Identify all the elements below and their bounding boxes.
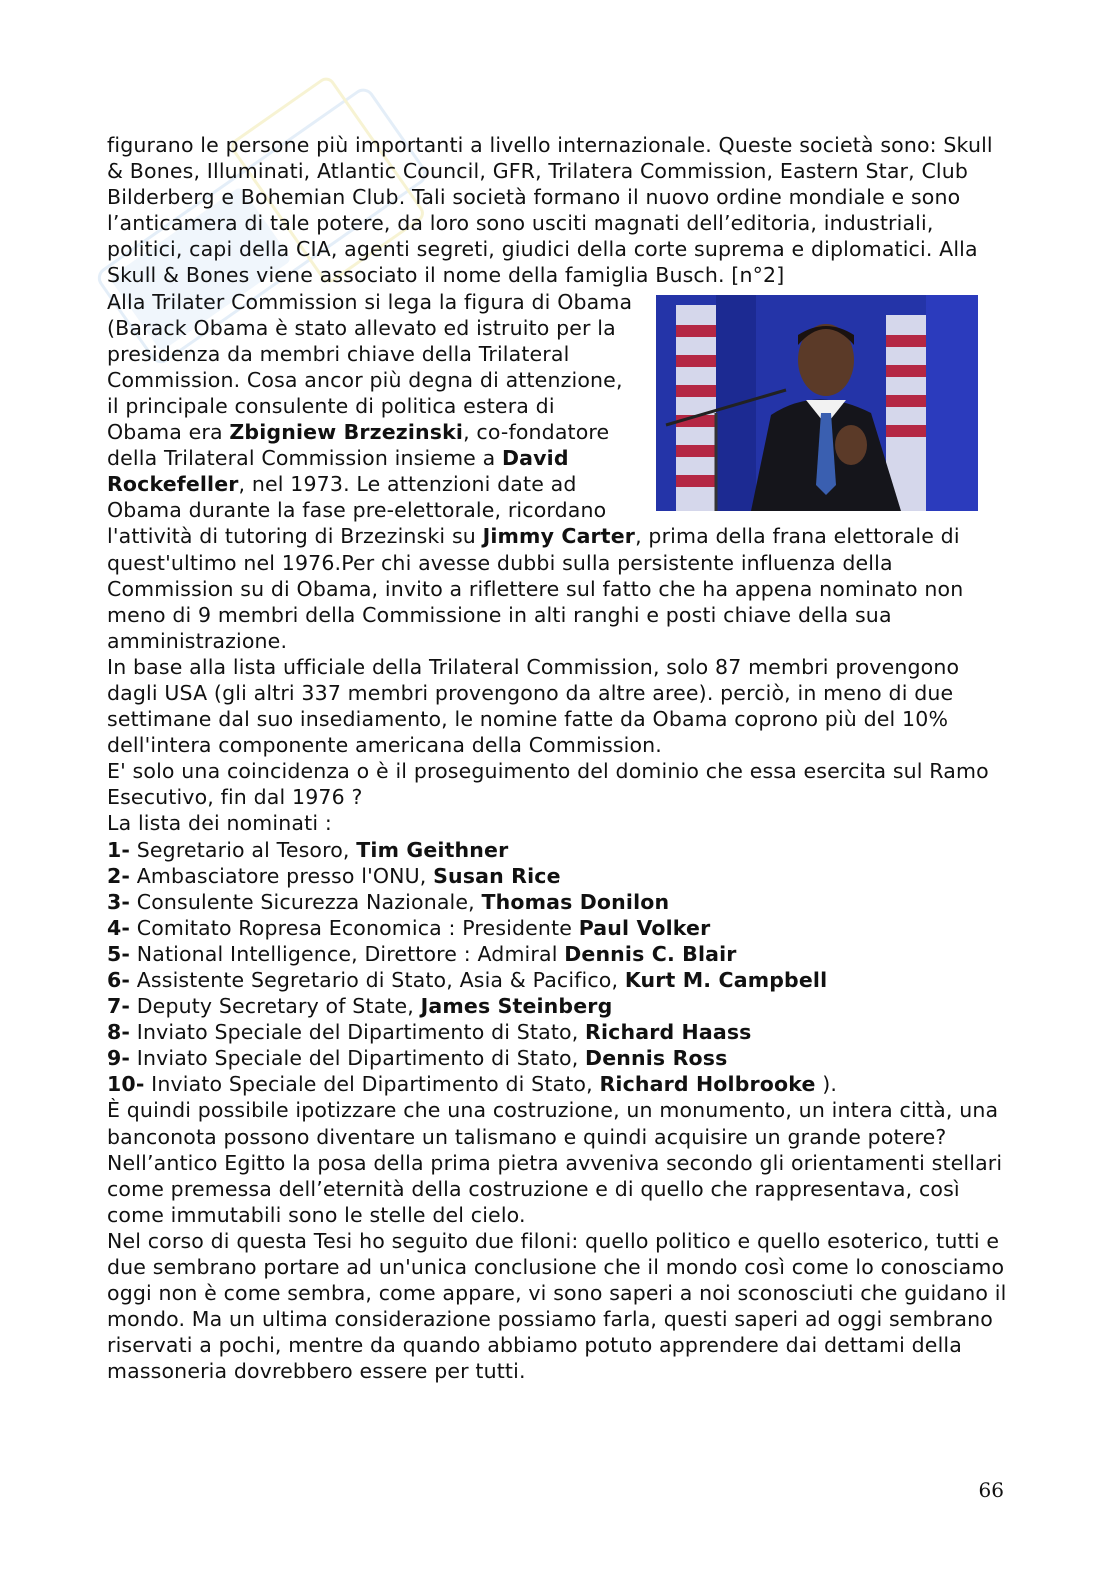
paragraph-talisman: È quindi possibile ipotizzare che una costruzione, un monumento, un intera città, una banconota possono diventare un talismano e quindi acquisire un grande potere? xyxy=(107,1098,999,1149)
paragraph-conclusion: Nel corso di questa Tesi ho seguito due filoni: quello politico e quello esoterico, tutti e due sembrano portare ad un'unica conclusione che il mondo così come lo conosciamo oggi non è come sembra, come appare, vi sono saperi a noi sconosciuti che guidano il mondo. Ma un ultima considerazione possiamo farla, questi saperi ad oggi sembrano riservati a pochi, mentre da quando abbiamo potuto apprendere dai dettami della massoneria dovrebbero essere per tutti. xyxy=(107,1228,1007,1384)
name-rockefeller: David Rockefeller xyxy=(107,446,569,497)
paragraph-official-list: In base alla lista ufficiale della Trilateral Commission, solo 87 membri provengono dagli USA (gli altri 337 membri provengono da altre aree). perciò, in meno di due settimane dal suo insediamento, le nomine fatte da Obama coprono più del 10% dell'intera componente americana della Commission. xyxy=(107,654,960,758)
obama-photo xyxy=(656,295,978,511)
list-item: 3- Consulente Sicurezza Nazionale, Thomas Donilon xyxy=(107,889,670,914)
list-item: 2- Ambasciatore presso l'ONU, Susan Rice xyxy=(107,863,561,888)
list-item: 6- Assistente Segretario di Stato, Asia & Pacifico, Kurt M. Campbell xyxy=(107,968,828,992)
list-item: 8- Inviato Speciale del Dipartimento di Stato, Richard Haass xyxy=(107,1020,752,1045)
obama-photo-illustration xyxy=(656,295,978,511)
paragraph-question: E' solo una coincidenza o è il proseguimento del dominio che essa esercita sul Ramo Esecutivo, fin dal 1976 ? xyxy=(107,759,989,810)
trilateral-text-3: , nel 1973. Le attenzioni date ad Obama durante la fase pre-elettorale, ricordano l'attività di tutoring di Brzezinski su xyxy=(107,472,607,549)
paragraph-egypt: Nell’antico Egitto la posa della prima pietra avveniva secondo gli orientamenti stellari come premessa dell’eternità della costruzione e di quello che rappresentava, così come immutabili sono le stelle del cielo. xyxy=(107,1150,1003,1227)
nominees-list xyxy=(107,837,1012,1098)
trilateral-text-4: , prima della frana elettorale di quest'ultimo nel 1976.Per chi avesse dubbi sulla persistente influenza della Commission su di Obama, invito a riflettere sul fatto che ha appena nominato non meno di 9 membri della Commissione in alti ranghi e posti chiave della sua amministrazione. xyxy=(107,524,964,653)
trilateral-text-1: Alla Trilater Commission si lega la figura di Obama (Barack Obama è stato allevato ed istruito per la presidenza da membri chiave della Trilateral Commission. Cosa ancor più degna di attenzione, il principale consulente di politica estera di Obama era xyxy=(107,289,633,445)
page-number: 66 xyxy=(978,1478,1004,1502)
list-item: 9- Inviato Speciale del Dipartimento di Stato, Dennis Ross xyxy=(107,1046,728,1071)
list-item: 5- National Intelligence, Direttore : Admiral Dennis C. Blair xyxy=(107,941,737,966)
name-brzezinski: Zbigniew Brzezinski xyxy=(229,420,464,445)
list-intro: La lista dei nominati : xyxy=(107,811,332,836)
paragraph-intro: figurano le persone più importanti a livello internazionale. Queste società sono: Skull & Bones, Illuminati, Atlantic Council, GFR, Trilatera Commission, Eastern Star, Club Bilderberg e Bohemian Club. Tali società formano il nuovo ordine mondiale e sono l’anticamera di tale potere, da loro sono usciti magnati dell’editoria, industriali, politici, capi della CIA, agenti segreti, giudici della corte suprema e diplomatici. Alla Skull & Bones viene associato il nome della famiglia Busch. [n°2] xyxy=(107,133,993,288)
body-text xyxy=(107,132,1012,1385)
trilateral-text-2: , co-fondatore della Trilateral Commission insieme a xyxy=(107,420,610,471)
list-item: 7- Deputy Secretary of State, James Steinberg xyxy=(107,994,613,1019)
name-carter: Jimmy Carter xyxy=(482,524,636,549)
list-item: 10- Inviato Speciale del Dipartimento di Stato, Richard Holbrooke ). xyxy=(107,1072,838,1097)
list-item: 4- Comitato Ropresa Economica : Presidente Paul Volker xyxy=(107,915,711,940)
list-item: 1- Segretario al Tesoro, Tim Geithner xyxy=(107,837,509,862)
